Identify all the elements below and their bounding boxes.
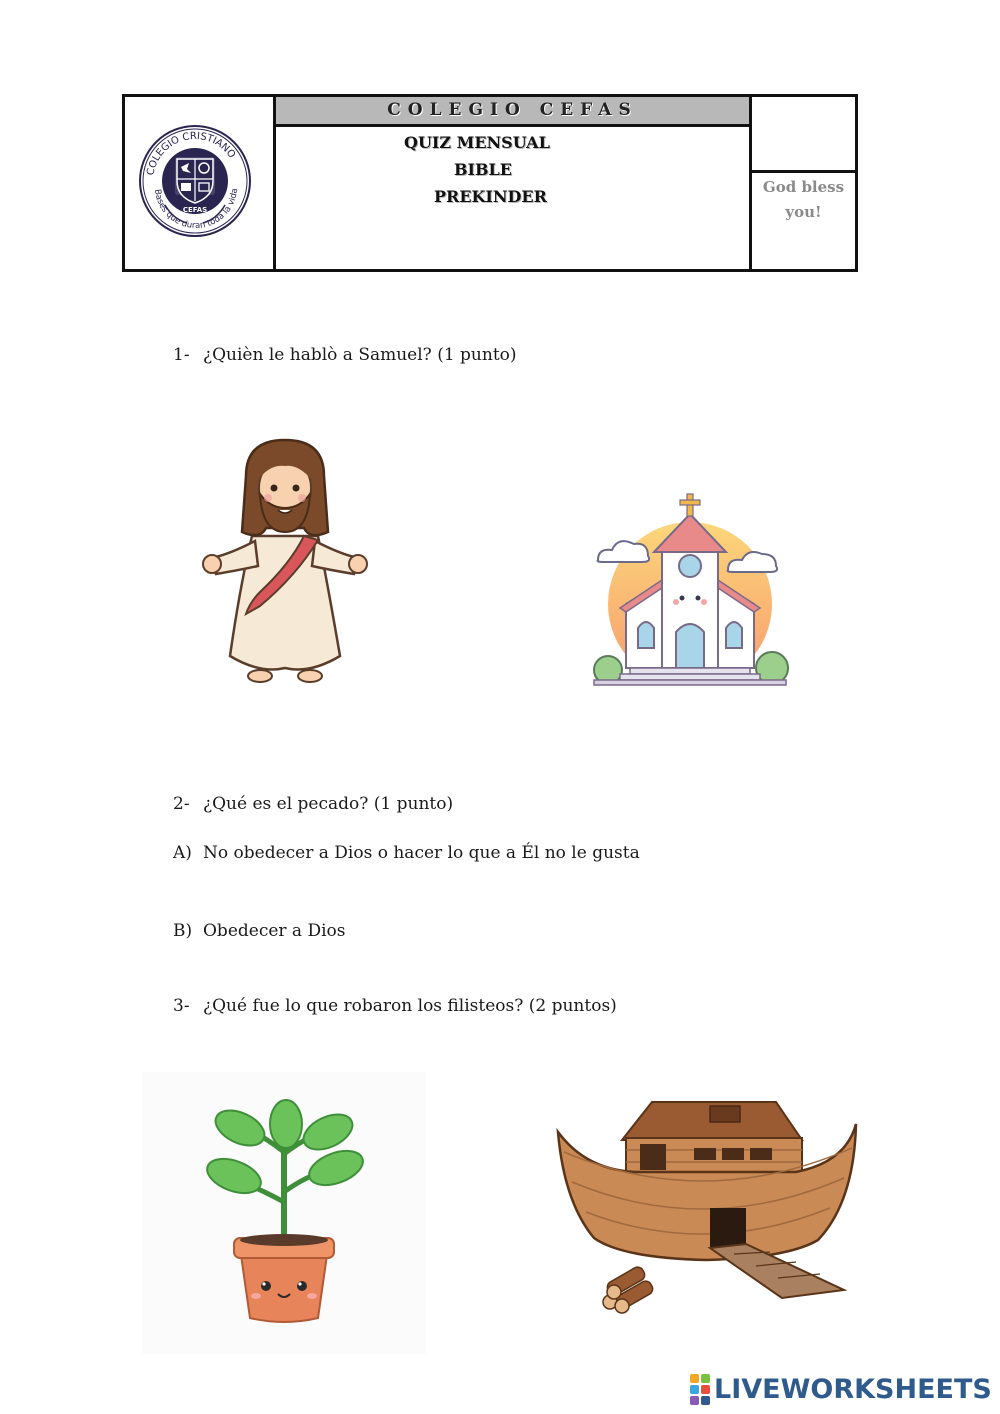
header-table <box>122 94 858 272</box>
school-name: COLEGIO CEFAS <box>276 97 749 127</box>
noahs-ark-illustration[interactable] <box>556 1092 858 1316</box>
liveworksheets-logo-icon <box>690 1374 710 1405</box>
logo-top-text: COLEGIO CRISTIANO <box>145 130 238 177</box>
blessing-text <box>752 175 855 225</box>
church-illustration[interactable] <box>590 492 790 688</box>
question-number: 2- <box>173 794 190 814</box>
blessing-line-1: God bless <box>762 178 845 196</box>
jesus-illustration[interactable] <box>200 436 370 688</box>
question-2 <box>173 794 453 814</box>
option-a[interactable] <box>173 843 640 863</box>
liveworksheets-watermark[interactable] <box>690 1374 992 1405</box>
grade-box <box>752 97 855 173</box>
option-letter: A) <box>173 843 192 863</box>
log-pile <box>603 1265 655 1313</box>
logo-bottom-text: Bases que duran toda la vida <box>152 187 241 232</box>
grade-title: PREKINDER <box>434 187 547 206</box>
logo-cell <box>125 97 276 269</box>
title-cell <box>276 97 749 269</box>
liveworksheets-text: LIVEWORKSHEETS <box>714 1374 992 1405</box>
subject-title: BIBLE <box>454 160 512 179</box>
school-crest-icon <box>125 97 276 269</box>
option-text: No obedecer a Dios o hacer lo que a Él no le gusta <box>203 843 640 863</box>
option-letter: B) <box>173 921 193 941</box>
question-text: ¿Qué es el pecado? (1 punto) <box>203 794 454 814</box>
question-text: ¿Qué fue lo que robaron los filisteos? (2 puntos) <box>203 996 617 1016</box>
right-cell <box>749 97 855 269</box>
quiz-title: QUIZ MENSUAL <box>404 133 550 152</box>
question-3 <box>173 996 617 1016</box>
question-text: ¿Quièn le hablò a Samuel? (1 punto) <box>203 345 517 365</box>
question-number: 1- <box>173 345 190 365</box>
question-number: 3- <box>173 996 190 1016</box>
option-text: Obedecer a Dios <box>203 921 346 941</box>
logo-name: CEFAS <box>182 206 208 214</box>
option-b[interactable] <box>173 921 346 941</box>
potted-plant-illustration[interactable] <box>142 1072 426 1354</box>
question-1 <box>173 345 517 365</box>
blessing-line-2: you! <box>785 203 822 221</box>
